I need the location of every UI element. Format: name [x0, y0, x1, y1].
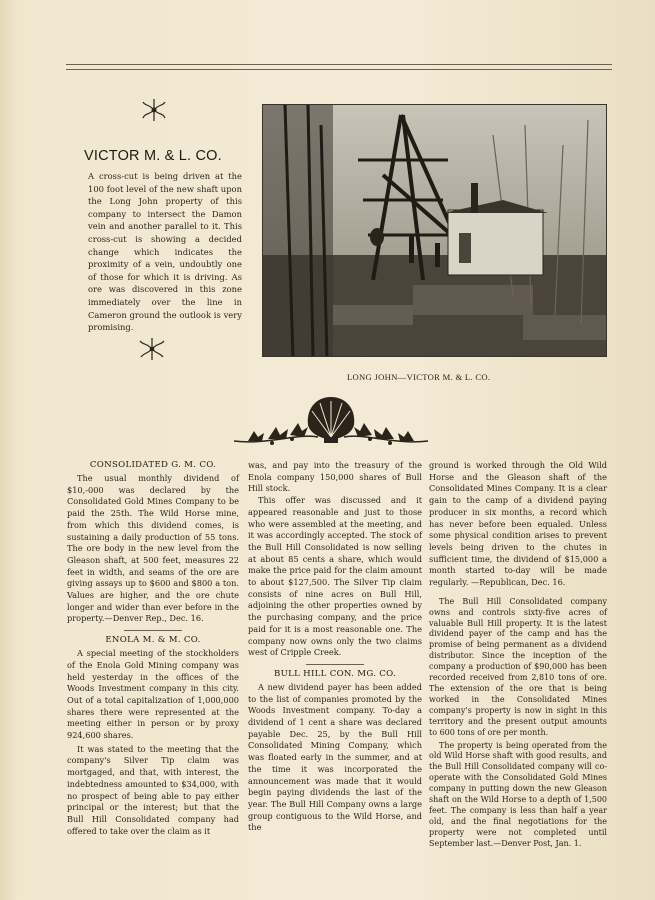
section-heading-enola: ENOLA M. & M. CO.: [105, 635, 201, 646]
column-3: [429, 460, 607, 850]
mine-photograph: [262, 104, 607, 357]
paragraph: A new dividend payer has been added to the list of companies promoted by the Woods Investment company. To-day a dividend of 1 cent a share was declared payable Dec. 25, by the Bull Hill Consolidated Mining Company, which was floated early in the summer, and at the time it was incorporated the announcement was made that it would begin paying dividends the last of the year. The Bull Hill Company owns a large group contiguous to the Wild Horse, and the: [248, 681, 422, 833]
header-rule-bottom: [66, 69, 612, 70]
column-2: [248, 460, 422, 834]
floral-ornament-icon: [138, 336, 166, 362]
paragraph: A special meeting of the stockholders of the Enola Gold Mining company was held yesterday in the offices of the Woods Investment company in this city. Out of a total capitalization of 1,000,000 shares there were represented at the meeting either in person or by proxy 924,600 shares.: [67, 648, 239, 741]
paragraph: The usual monthly dividend of $10,-000 was declared by the Consolidated Gold Mines Company to be paid the 25th. The Wild Horse mine, from which this dividend comes, is sustaining a daily production of 55 tons. The ore body in the new level from the Gleason shaft, at 500 feet, measures 22 feet in width, and seams of the ore are giving assays up to $600 and $800 a ton. Values are higher, and the ore chute longer and wider than ever before in the property.—Denver Rep., Dec. 16.: [67, 473, 239, 624]
paragraph: The Bull Hill Consolidated company owns and controls sixty-five acres of valuable Bull Hill property. It is the latest dividend payer of the camp and has the promise of being permanent as a dividend distributor. Since the inception of the company a production of $90,000 has been recorded received from 2,810 tons of ore. The extension of the ore that is being worked in the Consolidated Mines company's property is now in sight in this territory and the present output amounts to 600 tons of ore per month.: [429, 596, 607, 737]
paragraph: ground is worked through the Old Wild Horse and the Gleason shaft of the Consolidated Mines Company. It is a clear gain to the camp of a dividend paying producer in six months, a record which has never before been equaled. Unless some physical condition arises to prevent levels being driven to the chutes in sufficient time, the dividend of $15,000 a month started to-day will be made regularly. —Republican, Dec. 16.: [429, 460, 607, 588]
article-title: VICTOR M. & L. CO.: [84, 148, 222, 164]
floral-ornament-icon: [140, 96, 168, 124]
header-rule-top: [66, 64, 612, 65]
paragraph: The property is being operated from the old Wild Horse shaft with good results, and the Bull Hill Consolidated company will co-operate with the Consolidated Gold Mines company in putting down the new Gleason shaft on the Wild Horse to a depth of 1,500 feet. The company is less than half a year old, and the final negotiations for the property were not completed until September last.—Denver Post, Jan. 1.: [429, 740, 607, 848]
headframe-photo-illustration: [263, 105, 607, 357]
photo-caption: LONG JOHN—VICTOR M. & L. CO.: [347, 372, 491, 382]
shell-and-holly-ornament-icon: [228, 393, 434, 451]
spacer: [429, 589, 607, 597]
section-heading-bull-hill: BULL HILL CON. MG. CO.: [273, 668, 397, 679]
paragraph: This offer was discussed and it appeared reasonable and just to those who were assembled at the meeting, and it was accordingly accepted. The stock of the Bull Hill Consolidated is now selling at about 85 cents a share, which would make the price paid for the claim amount to about $127,500. The Silver Tip claim consists of nine acres on Bull Hill, adjoining the other properties owned by the purchasing company, and the price paid for it is a most reasonable one. The company now owns only the two claims west of Cripple Creek.: [248, 495, 422, 658]
paragraph: It was stated to the meeting that the company's Silver Tip claim was mortgaged, and that, with interest, the indebtedness amounted to $34,000, with no prospect of being able to pay either principal or the interest; but that the Bull Hill Consolidated company had offered to take over the claim as it: [67, 743, 239, 836]
intro-paragraph: A cross-cut is being driven at the 100 foot level of the new shaft upon the Long John property of this company to intersect the Damon vein and another parallel to it. This cross-cut is showing a decided change which indicates the proximity of a vein, undoubtly one of those for which it is driving. As ore was discovered in this zone immediately over the line in Cameron ground the outlook is very promising.: [88, 171, 242, 333]
section-divider: [124, 630, 182, 631]
column-1: [67, 460, 239, 837]
paragraph: was, and pay into the treasury of the Enola company 150,000 shares of Bull Hill stock.: [248, 460, 422, 494]
section-divider: [306, 664, 364, 665]
section-heading-consolidated: CONSOLIDATED G. M. CO.: [89, 460, 217, 470]
